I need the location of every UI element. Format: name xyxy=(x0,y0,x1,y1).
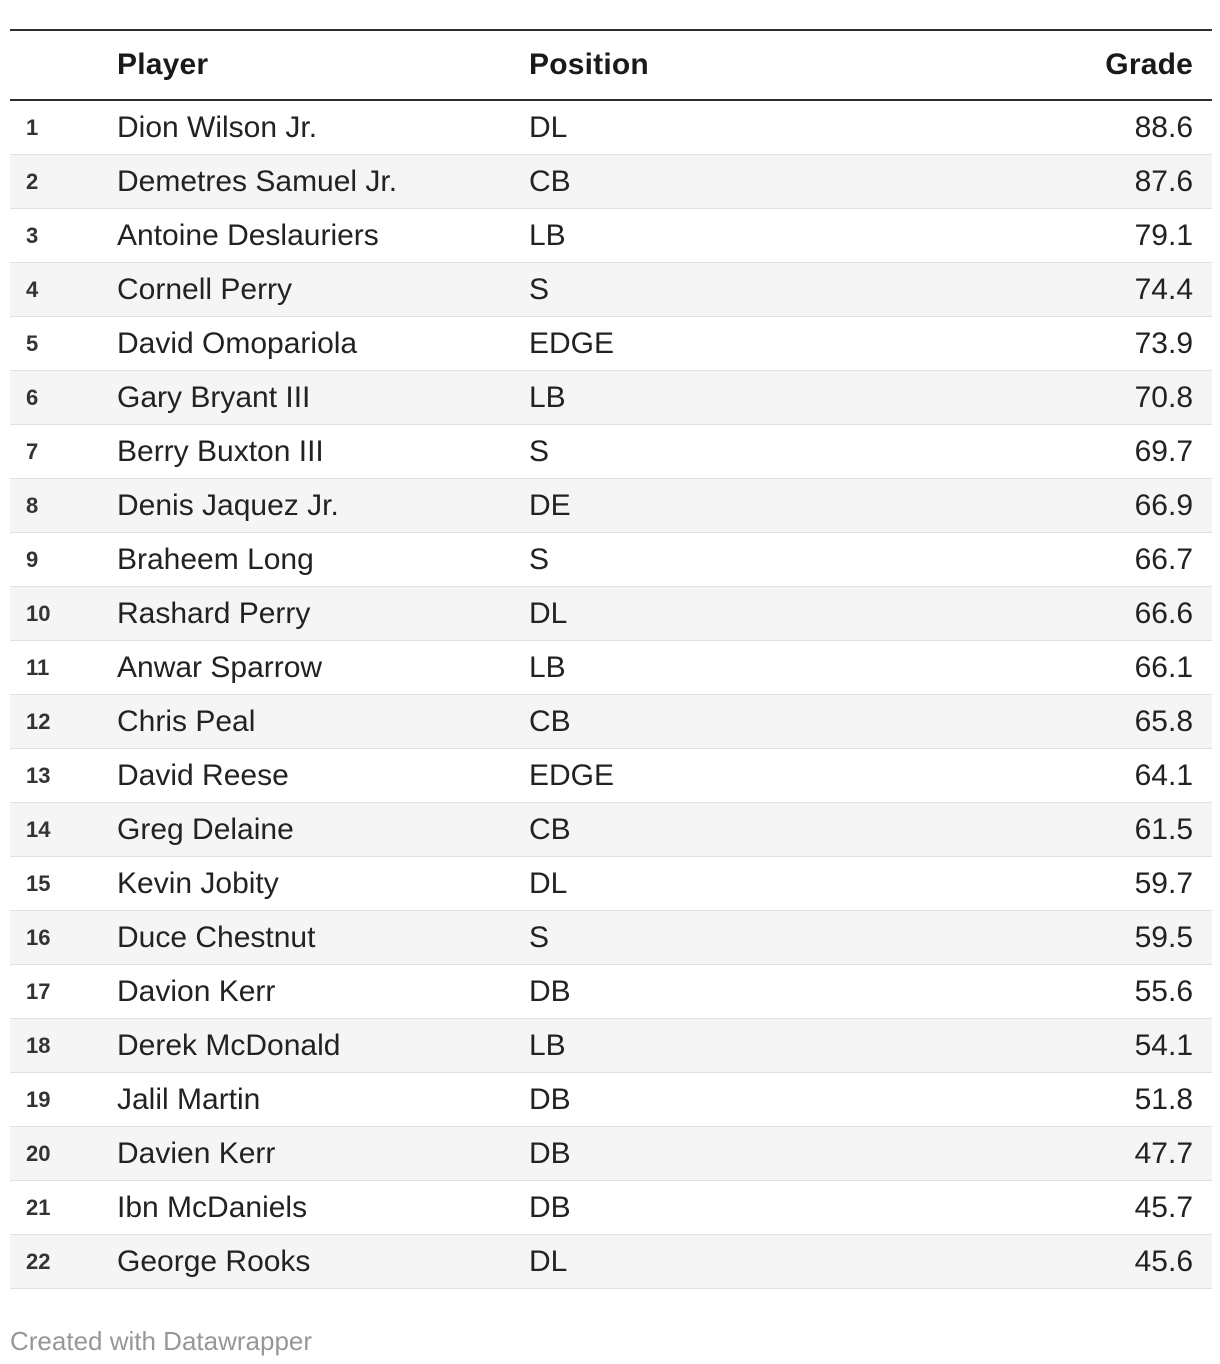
player-grades-table-container xyxy=(10,29,1212,1289)
position-cell: DL xyxy=(529,110,568,144)
table-row xyxy=(10,1019,1212,1073)
table-row xyxy=(10,1073,1212,1127)
position-cell: DL xyxy=(529,1244,568,1278)
table-row xyxy=(10,1127,1212,1181)
player-grades-table xyxy=(10,29,1212,1289)
grade-cell: 66.6 xyxy=(1134,596,1193,630)
player-cell: Davion Kerr xyxy=(117,974,276,1008)
position-cell: CB xyxy=(529,704,571,738)
player-cell: Anwar Sparrow xyxy=(117,650,323,684)
position-cell: DL xyxy=(529,866,568,900)
table-row xyxy=(10,803,1212,857)
table-body xyxy=(10,100,1212,1289)
rank-cell: 6 xyxy=(26,384,39,410)
rank-cell: 8 xyxy=(26,492,39,518)
grade-cell: 79.1 xyxy=(1134,218,1193,252)
grade-cell: 65.8 xyxy=(1134,704,1193,738)
grade-cell: 88.6 xyxy=(1134,110,1193,144)
player-cell: Berry Buxton III xyxy=(117,434,324,468)
table-row xyxy=(10,695,1212,749)
player-cell: Davien Kerr xyxy=(117,1136,276,1170)
grade-cell: 70.8 xyxy=(1134,380,1193,414)
position-cell: EDGE xyxy=(529,326,615,360)
player-cell: Demetres Samuel Jr. xyxy=(117,164,398,198)
header-position: Position xyxy=(529,48,649,81)
player-cell: David Reese xyxy=(117,758,289,792)
rank-cell: 21 xyxy=(26,1194,51,1220)
position-cell: CB xyxy=(529,164,571,198)
player-cell: Duce Chestnut xyxy=(117,920,316,954)
header-rank xyxy=(10,30,117,100)
rank-cell: 19 xyxy=(26,1086,51,1112)
table-row xyxy=(10,749,1212,803)
grade-cell: 47.7 xyxy=(1134,1136,1193,1170)
table-row xyxy=(10,1235,1212,1289)
header-row xyxy=(10,30,1212,100)
position-cell: EDGE xyxy=(529,758,615,792)
position-cell: LB xyxy=(529,218,566,252)
rank-cell: 9 xyxy=(26,546,39,572)
rank-cell: 18 xyxy=(26,1032,51,1058)
attribution-link[interactable]: Created with Datawrapper xyxy=(10,1326,313,1356)
grade-cell: 74.4 xyxy=(1134,272,1193,306)
grade-cell: 45.7 xyxy=(1134,1190,1193,1224)
grade-cell: 69.7 xyxy=(1134,434,1193,468)
header-grade: Grade xyxy=(1105,48,1193,81)
table-header xyxy=(10,30,1212,100)
player-cell: Greg Delaine xyxy=(117,812,294,846)
table-row xyxy=(10,587,1212,641)
player-cell: Kevin Jobity xyxy=(117,866,279,900)
table-row xyxy=(10,371,1212,425)
rank-cell: 7 xyxy=(26,438,39,464)
rank-cell: 3 xyxy=(26,222,39,248)
player-cell: Jalil Martin xyxy=(117,1082,261,1116)
position-cell: DB xyxy=(529,1136,571,1170)
grade-cell: 64.1 xyxy=(1134,758,1193,792)
rank-cell: 2 xyxy=(26,168,39,194)
header-player: Player xyxy=(117,48,209,81)
position-cell: DB xyxy=(529,1190,571,1224)
rank-cell: 10 xyxy=(26,600,51,626)
grade-cell: 73.9 xyxy=(1134,326,1193,360)
grade-cell: 59.5 xyxy=(1134,920,1193,954)
table-row xyxy=(10,263,1212,317)
table-row xyxy=(10,209,1212,263)
table-row xyxy=(10,425,1212,479)
player-cell: Gary Bryant III xyxy=(117,380,311,414)
table-row xyxy=(10,857,1212,911)
table-row xyxy=(10,100,1212,155)
rank-cell: 22 xyxy=(26,1248,51,1274)
position-cell: DB xyxy=(529,1082,571,1116)
grade-cell: 87.6 xyxy=(1134,164,1193,198)
grade-cell: 51.8 xyxy=(1134,1082,1193,1116)
rank-cell: 5 xyxy=(26,330,39,356)
position-cell: S xyxy=(529,434,550,468)
position-cell: S xyxy=(529,542,550,576)
position-cell: S xyxy=(529,920,550,954)
player-cell: Antoine Deslauriers xyxy=(117,218,379,252)
player-cell: Braheem Long xyxy=(117,542,314,576)
player-cell: Denis Jaquez Jr. xyxy=(117,488,339,522)
table-row xyxy=(10,1181,1212,1235)
grade-cell: 66.9 xyxy=(1134,488,1193,522)
rank-cell: 16 xyxy=(26,924,51,950)
position-cell: DE xyxy=(529,488,571,522)
grade-cell: 61.5 xyxy=(1134,812,1193,846)
player-cell: Rashard Perry xyxy=(117,596,311,630)
position-cell: LB xyxy=(529,1028,566,1062)
rank-cell: 17 xyxy=(26,978,51,1004)
player-cell: Cornell Perry xyxy=(117,272,293,306)
position-cell: S xyxy=(529,272,550,306)
rank-cell: 15 xyxy=(26,870,51,896)
rank-cell: 20 xyxy=(26,1140,51,1166)
rank-cell: 11 xyxy=(26,654,50,680)
rank-cell: 13 xyxy=(26,762,51,788)
grade-cell: 66.7 xyxy=(1134,542,1193,576)
position-cell: LB xyxy=(529,380,566,414)
player-cell: George Rooks xyxy=(117,1244,311,1278)
rank-cell: 12 xyxy=(26,708,51,734)
table-row xyxy=(10,479,1212,533)
grade-cell: 59.7 xyxy=(1134,866,1193,900)
grade-cell: 55.6 xyxy=(1134,974,1193,1008)
position-cell: DB xyxy=(529,974,571,1008)
grade-cell: 66.1 xyxy=(1134,650,1193,684)
position-cell: CB xyxy=(529,812,571,846)
table-row xyxy=(10,965,1212,1019)
player-cell: Ibn McDaniels xyxy=(117,1190,308,1224)
player-cell: Dion Wilson Jr. xyxy=(117,110,318,144)
player-cell: David Omopariola xyxy=(117,326,358,360)
table-row xyxy=(10,911,1212,965)
grade-cell: 45.6 xyxy=(1134,1244,1193,1278)
rank-cell: 1 xyxy=(26,114,39,140)
player-cell: Derek McDonald xyxy=(117,1028,341,1062)
position-cell: DL xyxy=(529,596,568,630)
table-row xyxy=(10,155,1212,209)
table-row xyxy=(10,641,1212,695)
table-row xyxy=(10,533,1212,587)
grade-cell: 54.1 xyxy=(1134,1028,1193,1062)
rank-cell: 4 xyxy=(26,276,39,302)
position-cell: LB xyxy=(529,650,566,684)
table-row xyxy=(10,317,1212,371)
rank-cell: 14 xyxy=(26,816,51,842)
player-cell: Chris Peal xyxy=(117,704,256,738)
